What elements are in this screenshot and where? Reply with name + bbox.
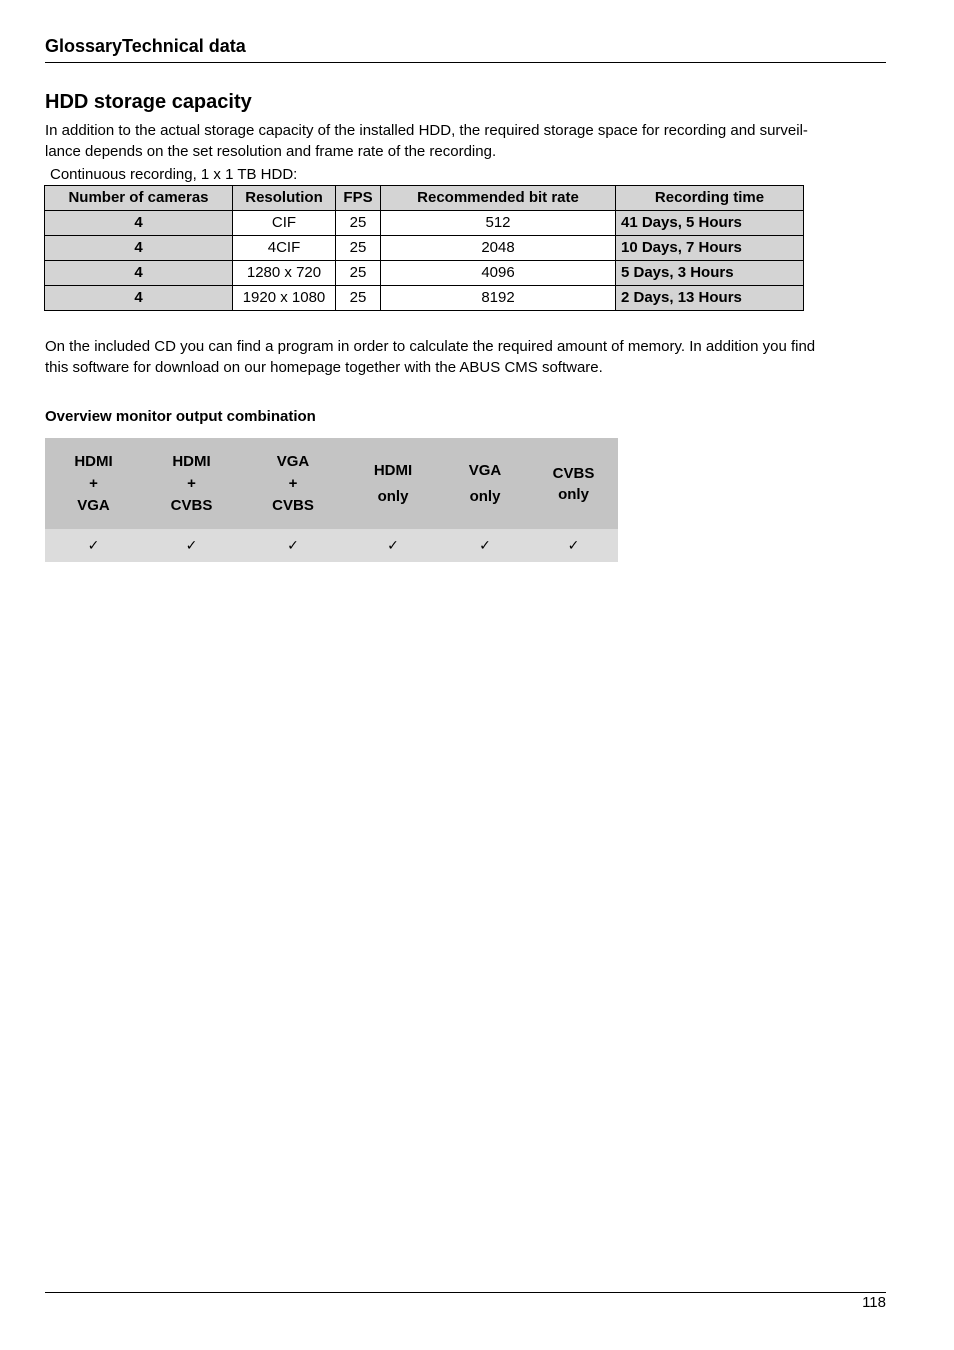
header-fps: FPS (336, 186, 381, 211)
intro-paragraph (45, 120, 886, 162)
monitor-check-row (45, 529, 618, 562)
monitor-col-hdmi-only (345, 438, 441, 529)
cell-cameras: 4 (45, 261, 233, 286)
header-recording-time: Recording time (616, 186, 804, 211)
footer-rule (45, 1292, 886, 1293)
check-icon: ✓ (241, 529, 345, 562)
cell-recording-time: 41 Days, 5 Hours (616, 211, 804, 236)
col-line: + (187, 474, 196, 492)
cell-resolution: 4CIF (233, 236, 336, 261)
cell-fps: 25 (336, 286, 381, 311)
table-row (45, 211, 804, 236)
col-line: HDMI (74, 452, 113, 470)
monitor-subheading: Overview monitor output combination (45, 408, 316, 425)
check-icon: ✓ (142, 529, 241, 562)
col-line: + (288, 474, 298, 492)
header-resolution: Resolution (233, 186, 336, 211)
col-line: only (558, 485, 589, 503)
cell-fps: 25 (336, 211, 381, 236)
monitor-col-hdmi-vga (45, 438, 142, 529)
table-row (45, 261, 804, 286)
cell-cameras: 4 (45, 236, 233, 261)
col-line: HDMI (172, 452, 211, 470)
section-title: HDD storage capacity (45, 91, 252, 113)
check-icon: ✓ (529, 529, 618, 562)
header-cameras: Number of cameras (45, 186, 233, 211)
monitor-col-cvbs-only (529, 438, 618, 529)
col-line: CVBS (552, 464, 595, 482)
storage-header-row (45, 186, 804, 211)
cell-bitrate: 8192 (381, 286, 616, 311)
storage-table (44, 185, 804, 311)
cell-recording-time: 10 Days, 7 Hours (616, 236, 804, 261)
cell-fps: 25 (336, 236, 381, 261)
cell-bitrate: 4096 (381, 261, 616, 286)
col-line: only (469, 487, 501, 505)
table-row (45, 236, 804, 261)
cell-resolution: CIF (233, 211, 336, 236)
monitor-col-vga-cvbs (241, 438, 345, 529)
monitor-col-hdmi-cvbs (142, 438, 241, 529)
cell-fps: 25 (336, 261, 381, 286)
cell-resolution: 1920 x 1080 (233, 286, 336, 311)
page-header-title: GlossaryTechnical data (45, 36, 246, 56)
col-line: + (89, 474, 98, 492)
table-row (45, 286, 804, 311)
note-paragraph (45, 336, 886, 378)
monitor-header-row (45, 438, 618, 529)
col-line: VGA (468, 461, 502, 479)
header-rule (45, 62, 886, 63)
cell-resolution: 1280 x 720 (233, 261, 336, 286)
cell-cameras: 4 (45, 211, 233, 236)
note-line-2: this software for download on our homepage together with the ABUS CMS software. (45, 359, 603, 376)
col-line: CVBS (170, 496, 213, 514)
header-bitrate: Recommended bit rate (381, 186, 616, 211)
table-caption: Continuous recording, 1 x 1 TB HDD: (50, 166, 298, 183)
cell-recording-time: 5 Days, 3 Hours (616, 261, 804, 286)
col-line: only (377, 487, 409, 505)
cell-bitrate: 2048 (381, 236, 616, 261)
check-icon: ✓ (441, 529, 529, 562)
cell-bitrate: 512 (381, 211, 616, 236)
col-line: CVBS (272, 496, 314, 514)
check-icon: ✓ (45, 529, 142, 562)
col-line: VGA (77, 496, 110, 514)
col-line: HDMI (373, 461, 413, 479)
intro-line-1: In addition to the actual storage capacity of the installed HDD, the required storage space for recording and surveil- (45, 122, 808, 139)
cell-recording-time: 2 Days, 13 Hours (616, 286, 804, 311)
cell-cameras: 4 (45, 286, 233, 311)
monitor-col-vga-only (441, 438, 529, 529)
check-icon: ✓ (345, 529, 441, 562)
page-number: 118 (862, 1294, 886, 1311)
monitor-table (45, 438, 618, 562)
col-line: VGA (276, 452, 310, 470)
note-line-1: On the included CD you can find a program in order to calculate the required amount of memory. In addition you find (45, 338, 816, 355)
intro-line-2: lance depends on the set resolution and frame rate of the recording. (45, 143, 497, 160)
